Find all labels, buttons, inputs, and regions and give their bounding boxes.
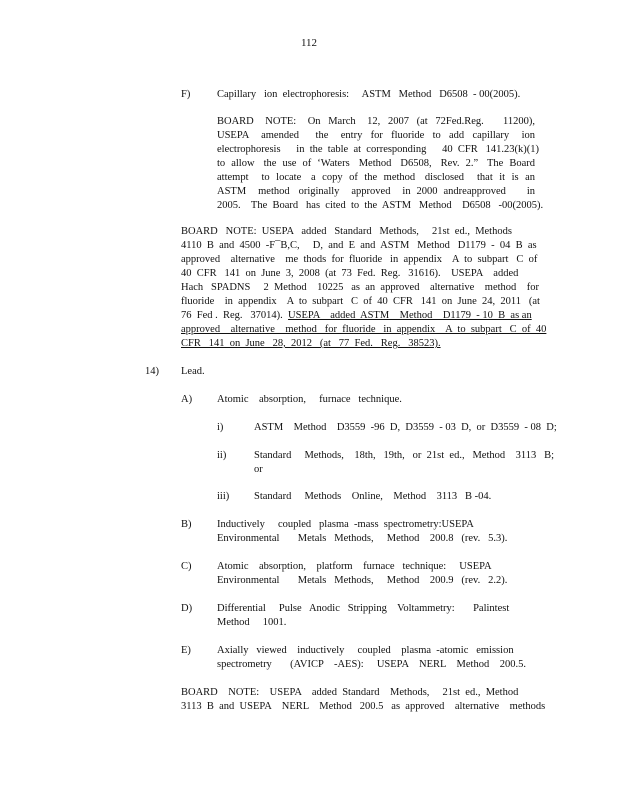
- board-note-line: 76 Fed . Reg. 37014).: [181, 310, 283, 321]
- item-f-note-line: to allow the use of ‘Waters Method D6508, Rev. 2.” The Board: [217, 158, 535, 169]
- item-e-line: spectrometry (AVICP -AES): USEPA NERL Method 200.5.: [217, 659, 526, 670]
- item-f-title: Capillary ion electrophoresis: ASTM Method D6508 - 00(2005).: [217, 89, 521, 100]
- subitem-iii-label: iii): [217, 491, 230, 502]
- item-c-line: Atomic absorption, platform furnace technique: USEPA: [217, 561, 492, 572]
- amendment-underlined-text: USEPA added ASTM Method D1179 - 10 B as an: [288, 310, 532, 321]
- item-f-note-line: ASTM method originally approved in 2000 andreapproved in: [217, 186, 535, 197]
- item-b-label: B): [181, 519, 192, 530]
- item-d-label: D): [181, 603, 193, 614]
- board-note-line: 3113 B and USEPA NERL Method 200.5 as approved alternative methods: [181, 701, 546, 712]
- item-d-text: [217, 602, 509, 630]
- item-f-note-line: USEPA amended the entry for fluoride to add capillary ion: [217, 130, 535, 141]
- board-note-line: Hach SPADNS 2 Method 10225 as an approved alternative method for: [181, 282, 540, 293]
- item-b-line: Environmental Metals Methods, Method 200.8 (rev. 5.3).: [217, 533, 508, 544]
- item-14-title: Lead.: [181, 366, 205, 377]
- item-f-note-line: BOARD NOTE: On March 12, 2007 (at 72Fed.Reg. 11200),: [217, 116, 535, 127]
- item-f-note-line: 2005. The Board has cited to the ASTM Method D6508 -00(2005).: [217, 200, 544, 211]
- item-14-label: 14): [145, 366, 159, 377]
- item-a-text: Atomic absorption, furnace technique.: [217, 394, 402, 405]
- board-note-line: approved alternative me thods for fluoride in appendix A to subpart C of: [181, 254, 538, 265]
- page-number: 112: [300, 37, 318, 49]
- item-d-line: Differential Pulse Anodic Stripping Voltammetry: Palintest: [217, 603, 510, 614]
- amendment-underlined-line: CFR 141 on June 28, 2012 (at 77 Fed. Reg. 38523).: [181, 338, 441, 349]
- subitem-i-label: i): [217, 422, 224, 433]
- item-f-note-line: electrophoresis in the table at corresponding 40 CFR 141.23(k)(1): [217, 144, 539, 155]
- board-note-line: BOARD NOTE: USEPA added Standard Methods, 21st ed., Methods: [181, 226, 512, 237]
- subitem-ii-label: ii): [217, 450, 227, 461]
- item-b-text: [217, 518, 507, 546]
- board-note-fluoride: [181, 225, 547, 351]
- subitem-ii-text: [254, 449, 554, 477]
- item-c-line: Environmental Metals Methods, Method 200.9 (rev. 2.2).: [217, 575, 508, 586]
- subitem-iii-text: Standard Methods Online, Method 3113 B -04.: [254, 491, 492, 502]
- board-note-lead: [181, 686, 545, 714]
- item-f-note-line: attempt to locate a copy of the method disclosed that it is an: [217, 172, 535, 183]
- board-note-line-with-amendment: [181, 309, 541, 323]
- item-b-line: Inductively coupled plasma -mass spectrometry:USEPA: [217, 519, 474, 530]
- subitem-i-text: ASTM Method D3559 -96 D, D3559 - 03 D, or D3559 - 08 D;: [254, 422, 557, 433]
- item-e-line: Axially viewed inductively coupled plasma -atomic emission: [217, 645, 514, 656]
- subitem-ii-line: or: [254, 464, 263, 475]
- board-note-line: 40 CFR 141 on June 3, 2008 (at 73 Fed. Reg. 31616). USEPA added: [181, 268, 519, 279]
- amendment-underlined-line: approved alternative method for fluoride in appendix A to subpart C of 40: [181, 324, 547, 335]
- item-c-label: C): [181, 561, 192, 572]
- board-note-line: BOARD NOTE: USEPA added Standard Methods, 21st ed., Method: [181, 687, 519, 698]
- item-f-label: F): [181, 89, 191, 100]
- subitem-ii-line: Standard Methods, 18th, 19th, or 21st ed., Method 3113 B;: [254, 450, 555, 461]
- item-c-text: [217, 560, 507, 588]
- item-a-label: A): [181, 394, 193, 405]
- board-note-line: fluoride in appendix A to subpart C of 40 CFR 141 on June 24, 2011 (at: [181, 296, 540, 307]
- item-f-board-note: [217, 115, 544, 213]
- item-d-line: Method 1001.: [217, 617, 287, 628]
- item-e-label: E): [181, 645, 191, 656]
- item-e-text: [217, 644, 526, 672]
- item-f-text: [217, 88, 535, 102]
- board-note-line: 4110 B and 4500 -F¯B,C, D, and E and ASTM Method D1179 - 04 B as: [181, 240, 537, 251]
